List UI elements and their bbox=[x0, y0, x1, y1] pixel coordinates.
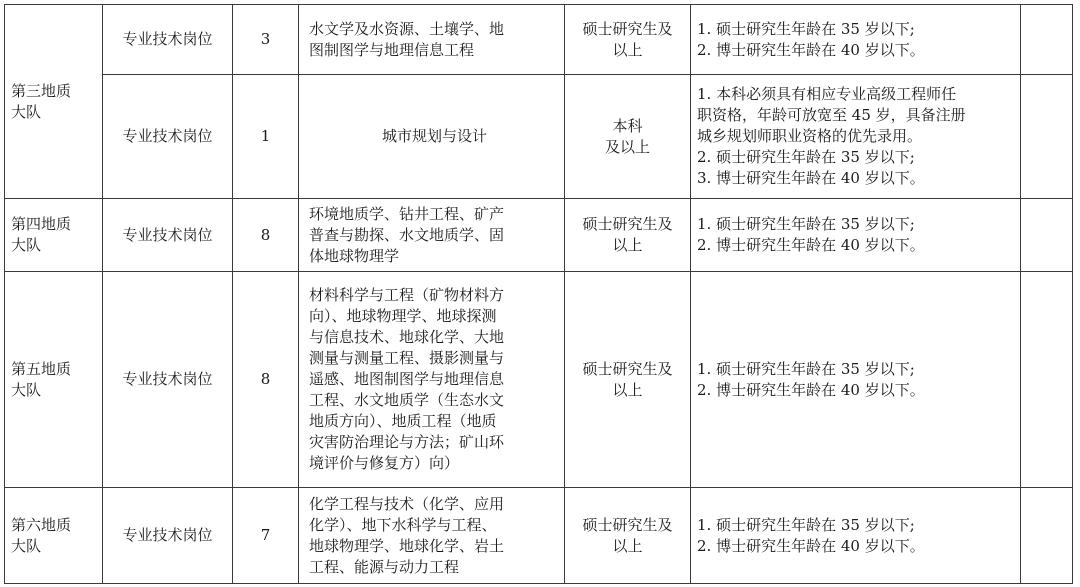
major-line: 图制图学与地理信息工程 bbox=[309, 40, 475, 59]
major-line: 普查与勘探、水文地质学、固 bbox=[309, 225, 505, 244]
education-cell bbox=[565, 488, 691, 584]
major-cell bbox=[299, 488, 565, 584]
education-line: 硕士研究生及 bbox=[582, 19, 673, 38]
education-cell bbox=[565, 199, 691, 272]
unit-line: 大队 bbox=[11, 536, 42, 555]
requirement-line: 2. 博士研究生年龄在 40 岁以下。 bbox=[697, 40, 925, 59]
unit-line: 大队 bbox=[11, 236, 42, 254]
major-line: 灾害防治理论与方法；矿山环 bbox=[309, 433, 505, 451]
unit-line: 第五地质 bbox=[11, 359, 72, 378]
major-line: 工程、水文地质学（生态水文 bbox=[309, 391, 505, 409]
post-cell bbox=[103, 272, 233, 488]
major-line: 地质方向）、地质工程（地质 bbox=[309, 412, 497, 430]
count-cell bbox=[233, 488, 299, 584]
requirement-line: 1. 硕士研究生年龄在 35 岁以下; bbox=[697, 215, 915, 233]
table-row bbox=[5, 199, 1073, 272]
remark-cell bbox=[1021, 488, 1073, 584]
education-line: 硕士研究生及 bbox=[582, 515, 673, 534]
count-text: 8 bbox=[260, 370, 271, 388]
unit-line: 第四地质 bbox=[11, 215, 72, 233]
post-cell bbox=[103, 199, 233, 272]
unit-cell bbox=[5, 5, 103, 199]
table-row bbox=[5, 5, 1073, 75]
major-line: 化学工程与技术（化学、应用 bbox=[309, 494, 505, 513]
count-cell bbox=[233, 272, 299, 488]
remark-cell bbox=[1021, 5, 1073, 75]
requirement-line: 2. 硕士研究生年龄在 35 岁以下; bbox=[697, 148, 915, 166]
education-cell bbox=[565, 5, 691, 75]
count-cell bbox=[233, 5, 299, 75]
requirement-line: 2. 博士研究生年龄在 40 岁以下。 bbox=[697, 236, 925, 254]
post-cell bbox=[103, 75, 233, 199]
education-line: 硕士研究生及 bbox=[582, 359, 673, 378]
count-text: 8 bbox=[260, 225, 271, 244]
requirement-line: 1. 硕士研究生年龄在 35 岁以下; bbox=[697, 359, 915, 378]
unit-line: 大队 bbox=[11, 102, 42, 121]
education-line: 以上 bbox=[612, 536, 643, 555]
requirement-cell bbox=[691, 5, 1021, 75]
major-line: 材料科学与工程（矿物材料方 bbox=[309, 286, 505, 304]
major-cell bbox=[299, 75, 565, 199]
requirement-cell bbox=[691, 75, 1021, 199]
major-line: 工程、能源与动力工程 bbox=[309, 557, 460, 576]
post-text: 专业技术岗位 bbox=[122, 526, 213, 544]
major-line: 向）、地球物理学、地球探测 bbox=[309, 307, 497, 325]
major-line: 境评价与修复方）向） bbox=[309, 454, 460, 472]
requirement-line: 1. 硕士研究生年龄在 35 岁以下; bbox=[697, 19, 915, 38]
major-cell bbox=[299, 199, 565, 272]
post-cell bbox=[103, 5, 233, 75]
education-line: 以上 bbox=[612, 380, 643, 399]
major-line: 与信息技术、地球化学、大地 bbox=[309, 328, 505, 346]
requirement-line: 城乡规划师职业资格的优先录用。 bbox=[697, 127, 923, 145]
count-text: 3 bbox=[260, 30, 271, 48]
count-text: 7 bbox=[260, 526, 271, 544]
education-line: 本科 bbox=[612, 116, 643, 135]
post-cell bbox=[103, 488, 233, 584]
post-text: 专业技术岗位 bbox=[122, 370, 213, 388]
education-cell bbox=[565, 272, 691, 488]
education-line: 以上 bbox=[612, 40, 643, 59]
major-line: 城市规划与设计 bbox=[381, 127, 487, 145]
table-row bbox=[5, 272, 1073, 488]
count-cell bbox=[233, 75, 299, 199]
requirement-line: 2. 博士研究生年龄在 40 岁以下。 bbox=[697, 536, 925, 555]
remark-cell bbox=[1021, 75, 1073, 199]
remark-cell bbox=[1021, 199, 1073, 272]
major-line: 遥感、地图制图学与地理信息 bbox=[309, 370, 505, 388]
education-cell bbox=[565, 75, 691, 199]
post-text: 专业技术岗位 bbox=[122, 30, 213, 48]
major-line: 环境地质学、钻井工程、矿产 bbox=[309, 204, 505, 223]
unit-line: 第六地质 bbox=[11, 515, 72, 534]
count-text: 1 bbox=[260, 127, 271, 145]
major-line: 体地球物理学 bbox=[309, 246, 400, 265]
education-line: 硕士研究生及 bbox=[582, 215, 673, 233]
major-line: 化学）、地下水科学与工程、 bbox=[309, 515, 497, 534]
count-cell bbox=[233, 199, 299, 272]
remark-cell bbox=[1021, 272, 1073, 488]
requirement-line: 2. 博士研究生年龄在 40 岁以下。 bbox=[697, 380, 925, 399]
unit-cell bbox=[5, 272, 103, 488]
major-line: 测量与测量工程、摄影测量与 bbox=[309, 349, 505, 367]
requirement-line: 职资格，年龄可放宽至 45 岁，具备注册 bbox=[697, 106, 966, 124]
education-line: 及以上 bbox=[604, 137, 650, 156]
unit-line: 大队 bbox=[11, 380, 42, 399]
table-row bbox=[5, 488, 1073, 584]
post-text: 专业技术岗位 bbox=[122, 127, 213, 145]
unit-cell bbox=[5, 199, 103, 272]
education-line: 以上 bbox=[612, 236, 643, 254]
recruitment-table bbox=[4, 4, 1073, 584]
unit-cell bbox=[5, 488, 103, 584]
major-cell bbox=[299, 5, 565, 75]
major-cell bbox=[299, 272, 565, 488]
requirement-cell bbox=[691, 199, 1021, 272]
table-row bbox=[5, 75, 1073, 199]
unit-line: 第三地质 bbox=[11, 81, 72, 100]
requirement-line: 1. 硕士研究生年龄在 35 岁以下; bbox=[697, 515, 915, 534]
requirement-cell bbox=[691, 272, 1021, 488]
post-text: 专业技术岗位 bbox=[122, 225, 213, 244]
requirement-line: 1. 本科必须具有相应专业高级工程师任 bbox=[697, 85, 957, 103]
major-line: 水文学及水资源、土壤学、地 bbox=[309, 19, 505, 38]
requirement-cell bbox=[691, 488, 1021, 584]
requirement-line: 3. 博士研究生年龄在 40 岁以下。 bbox=[697, 169, 925, 187]
major-line: 地球物理学、地球化学、岩土 bbox=[309, 536, 505, 555]
